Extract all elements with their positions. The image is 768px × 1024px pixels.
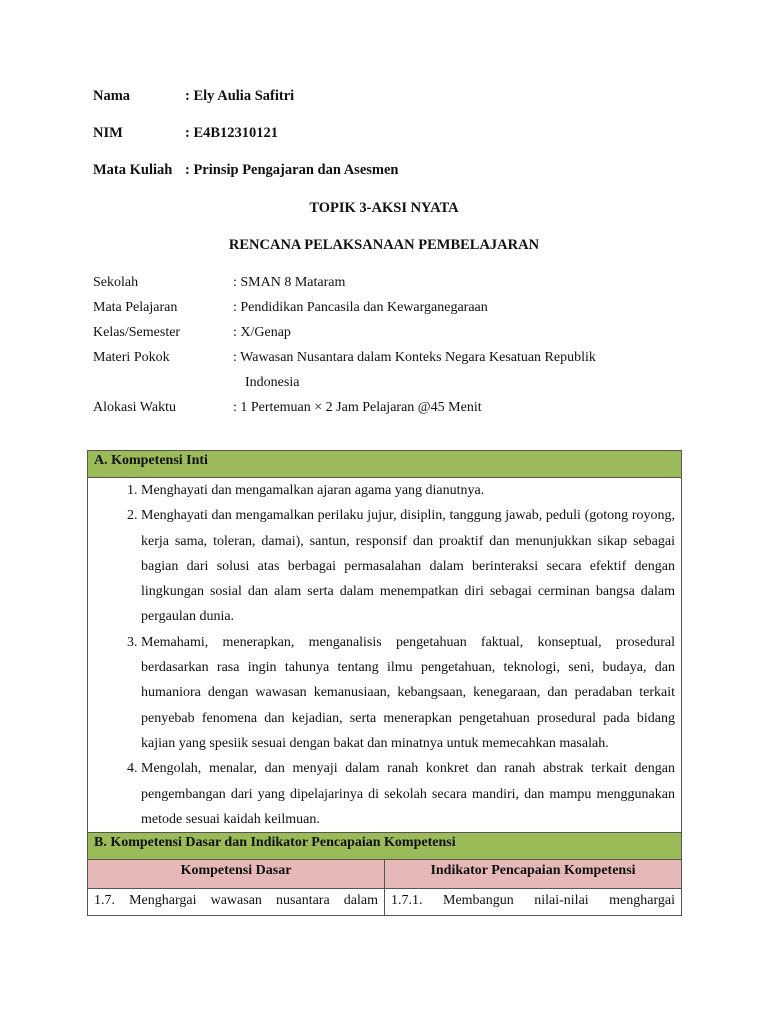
topic-title: TOPIK 3-AKSI NYATA [309, 200, 459, 216]
nim-label: NIM [93, 125, 123, 141]
name-label: Nama [93, 88, 131, 104]
core-competency-item: 2. Menghayati dan mengamalkan perilaku jujur, disiplin, tanggung jawab, peduli (gotong royong, kerja sama, toleran, damai), santun, responsif dan proaktif dan menunjukkan sikap sebagai bagian dari solusi atas berbagai permasalahan dalam berinteraksi secara efektif dengan lingkungan sosial dan alam serta dalam menempatkan diri sebagai cerminan bangsa dalam pergaulan dunia. [141, 503, 675, 629]
subject-value: : Pendidikan Pancasila dan Kewarganegaraan [233, 300, 488, 315]
kd-cell: 1.7. Menghargai wawasan nusantara dalam [88, 889, 385, 916]
course-label: Mata Kuliah [93, 162, 173, 178]
col-header-ipk: Indikator Pencapaian Kompetensi [385, 860, 682, 889]
class-value: : X/Genap [233, 325, 291, 340]
core-competency-list [88, 478, 681, 832]
core-competency-item: 4. Mengolah, menalar, dan menyaji dalam ranah konkret dan ranah abstrak terkait dengan pengembangan dari yang dipelajarinya di sekolah secara mandiri, dan mampu menggunakan metode sesuai kaidah keilmuan. [141, 756, 675, 832]
class-label: Kelas/Semester [93, 325, 181, 340]
ipk-cell: 1.7.1. Membangun nilai-nilai menghargai [385, 889, 682, 916]
course-line [93, 162, 399, 179]
course-value: : Prinsip Pengajaran dan Asesmen [185, 162, 399, 178]
time-value: : 1 Pertemuan × 2 Jam Pelajaran @45 Menit [233, 400, 482, 415]
nim-value: : E4B12310121 [185, 125, 279, 141]
topic-label: Materi Pokok [93, 350, 170, 365]
col-header-kd: Kompetensi Dasar [88, 860, 385, 889]
competency-table [87, 450, 682, 916]
section-a-heading: A. Kompetensi Inti [88, 451, 682, 478]
school-label: Sekolah [93, 275, 139, 290]
time-label: Alokasi Waktu [93, 400, 176, 415]
core-competency-item: 3. Memahami, menerapkan, menganalisis pengetahuan faktual, konseptual, prosedural berdasarkan rasa ingin tahunya tentang ilmu pengetahuan, teknologi, seni, budaya, dan humaniora dengan wawasan kemanusiaan, kebangsaan, kenegaraan, dan peradaban terkait penyebab fenomena dan kejadian, serta menerapkan pengetahuan prosedural pada bidang kajian yang spesiik sesuai dengan bakat dan minatnya untuk memecahkan masalah. [141, 630, 675, 756]
lesson-info [93, 270, 653, 420]
name-line [93, 88, 294, 105]
name-value: : Ely Aulia Safitri [185, 88, 295, 104]
core-competency-item: 1. Menghayati dan mengamalkan ajaran agama yang dianutnya. [141, 478, 675, 503]
topic-value: : Wawasan Nusantara dalam Konteks Negara Kesatuan Republik [233, 350, 596, 365]
rpp-title: RENCANA PELAKSANAAN PEMBELAJARAN [228, 237, 540, 253]
school-value: : SMAN 8 Mataram [233, 275, 346, 290]
subject-label: Mata Pelajaran [93, 300, 178, 315]
core-competency-cell [88, 478, 682, 833]
nim-line [93, 125, 278, 142]
topic-value-continued: Indonesia [245, 375, 300, 390]
section-b-heading: B. Kompetensi Dasar dan Indikator Pencapaian Kompetensi [88, 833, 682, 860]
